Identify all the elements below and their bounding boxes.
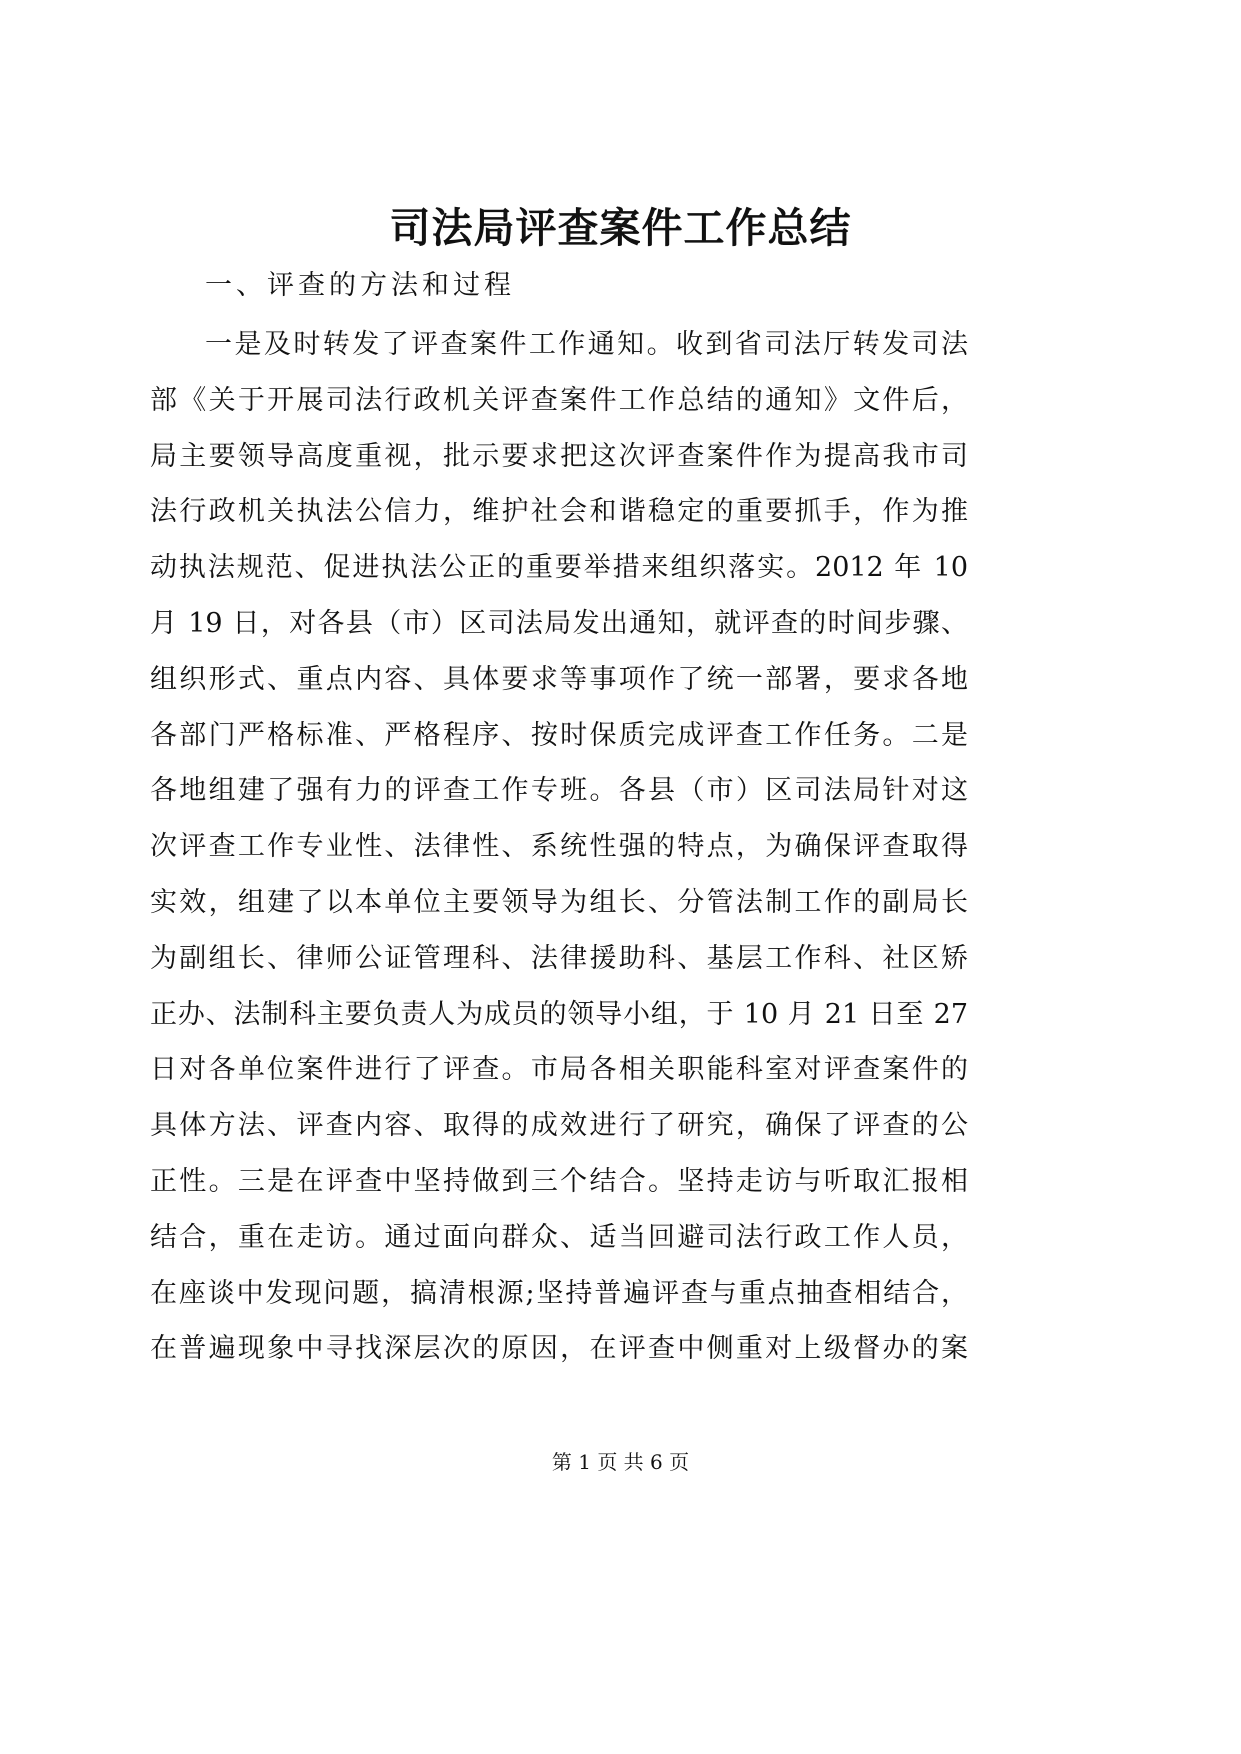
paragraph-line: 结合，重在走访。通过面向群众、适当回避司法行政工作人员， (150, 1221, 968, 1253)
paragraph-line: 实效，组建了以本单位主要领导为组长、分管法制工作的副局长 (150, 886, 968, 918)
page-footer: 第 1 页 共 6 页 (551, 1450, 690, 1474)
paragraph-line: 次评查工作专业性、法律性、系统性强的特点，为确保评查取得 (150, 831, 968, 863)
paragraph-line: 法行政机关执法公信力，维护社会和谐稳定的重要抓手，作为推 (150, 496, 968, 528)
paragraph-line: 正办、法制科主要负责人为成员的领导小组，于 10 月 21 日至 27 (150, 998, 968, 1030)
paragraph-line: 正性。三是在评查中坚持做到三个结合。坚持走访与听取汇报相 (150, 1165, 968, 1197)
paragraph-line: 日对各单位案件进行了评查。市局各相关职能科室对评查案件的 (150, 1054, 968, 1086)
paragraph-line: 各部门严格标准、严格程序、按时保质完成评查工作任务。二是 (150, 719, 968, 751)
paragraph-line: 各地组建了强有力的评查工作专班。各县（市）区司法局针对这 (150, 775, 968, 807)
paragraph-line: 组织形式、重点内容、具体要求等事项作了统一部署，要求各地 (150, 663, 968, 695)
paragraph-line: 在普遍现象中寻找深层次的原因，在评查中侧重对上级督办的案 (150, 1333, 968, 1365)
paragraph-line: 局主要领导高度重视，批示要求把这次评查案件作为提高我市司 (150, 440, 968, 472)
paragraph-line: 为副组长、律师公证管理科、法律援助科、基层工作科、社区矫 (150, 942, 968, 974)
paragraph-line: 部《关于开展司法行政机关评查案件工作总结的通知》文件后， (150, 384, 968, 416)
paragraph-line: 月 19 日，对各县（市）区司法局发出通知，就评查的时间步骤、 (150, 607, 968, 639)
section-heading: 一、评查的方法和过程 (205, 270, 515, 301)
paragraph (150, 317, 968, 1377)
document-title: 司法局评查案件工作总结 (389, 204, 852, 252)
paragraph-line: 在座谈中发现问题，搞清根源;坚持普遍评查与重点抽查相结合， (150, 1277, 968, 1309)
paragraph-line: 一是及时转发了评查案件工作通知。收到省司法厅转发司法 (205, 329, 968, 360)
paragraph-line: 动执法规范、促进执法公正的重要举措来组织落实。2012 年 10 (150, 552, 968, 584)
paragraph-line: 具体方法、评查内容、取得的成效进行了研究，确保了评查的公 (150, 1110, 968, 1142)
